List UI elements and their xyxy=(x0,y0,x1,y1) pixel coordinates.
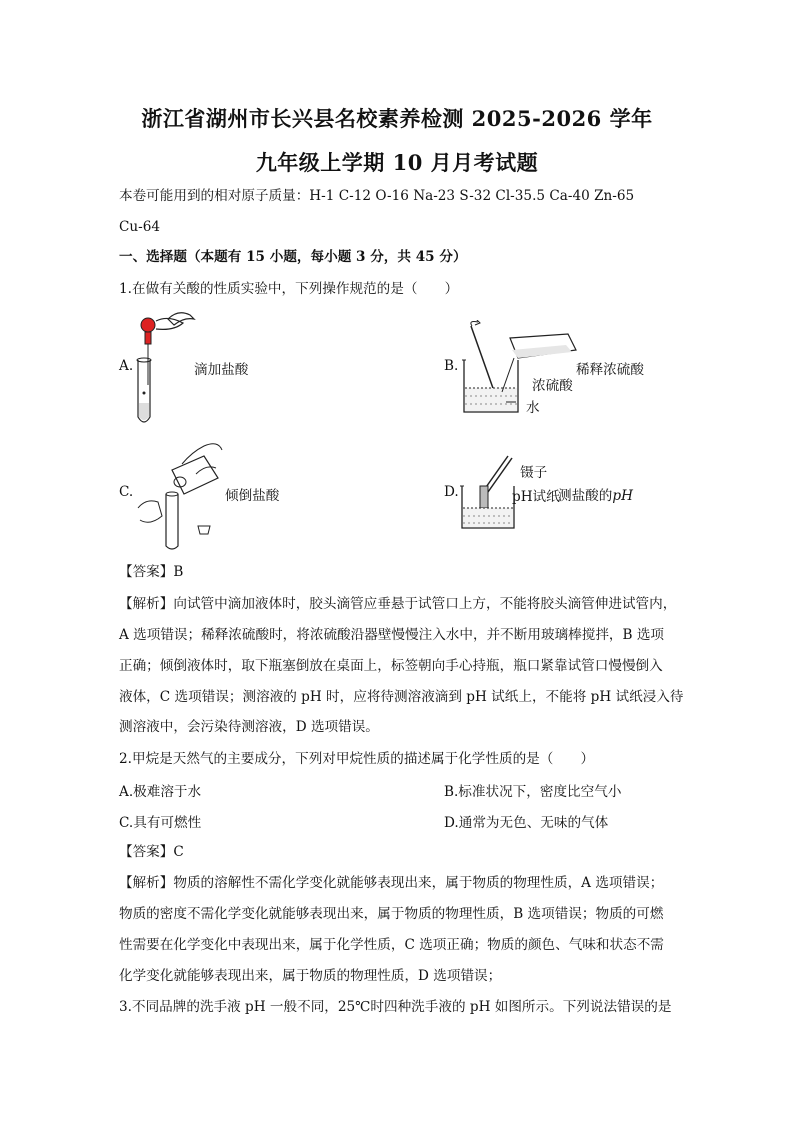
question-1-analysis-line: 测溶液中，会污染待测溶液，D 选项错误。 xyxy=(119,719,379,735)
question-2-analysis-line: 性需要在化学变化中表现出来，属于化学性质，C 选项正确；物质的颜色、气味和状态不需 xyxy=(119,937,664,953)
question-2-stem: 2.甲烷是天然气的主要成分，下列对甲烷性质的描述属于化学性质的是（ ） xyxy=(119,751,595,767)
q1-option-d-ph: pH xyxy=(612,488,633,504)
question-2-analysis-line: 【解析】物质的溶解性不需化学变化就能够表现出来，属于物质的物理性质，A 选项错误； xyxy=(119,875,664,891)
dilute-acid-beaker-figure xyxy=(458,320,588,418)
q1-option-d-letter: D. xyxy=(444,484,459,500)
pour-acid-figure xyxy=(132,434,232,552)
q1-option-b-letter: B. xyxy=(444,358,459,374)
q1-option-d-paper-label: pH试纸 xyxy=(512,489,560,505)
q1-option-c-label: 倾倒盐酸 xyxy=(225,488,280,504)
q1-option-a-label: 滴加盐酸 xyxy=(194,362,249,378)
document-title-line2: 九年级上学期 10 月月考试题 xyxy=(255,150,539,175)
atomic-masses-line2: Cu-64 xyxy=(119,219,161,235)
question-3-stem: 3.不同品牌的洗手液 pH 一般不同，25℃时四种洗手液的 pH 如图所示。下列说法错误的是 xyxy=(119,999,672,1015)
q1-option-b-acid-label: 浓硫酸 xyxy=(532,378,573,394)
q1-option-b-label: 稀释浓硫酸 xyxy=(576,362,644,378)
question-1-stem: 1.在做有关酸的性质实验中，下列操作规范的是（ ） xyxy=(119,281,459,297)
atomic-masses-line1: 本卷可能用到的相对原子质量：H-1 C-12 O-16 Na-23 S-32 Cl-35.5 Ca-40 Zn-65 xyxy=(119,188,635,204)
question-1-analysis-line: A 选项错误；稀释浓硫酸时，将浓硫酸沿器壁慢慢注入水中，并不断用玻璃棒搅拌，B 选项 xyxy=(119,627,665,643)
q2-option-a: A.极难溶于水 xyxy=(119,784,202,800)
question-2-answer: 【答案】C xyxy=(119,844,184,860)
question-1-analysis-line: 正确；倾倒液体时，取下瓶塞倒放在桌面上，标签朝向手心持瓶，瓶口紧靠试管口慢慢倒入 xyxy=(119,658,663,674)
document-title-line1: 浙江省湖州市长兴县名校素养检测 2025-2026 学年 xyxy=(141,106,653,131)
dropper-test-tube-figure xyxy=(128,305,198,427)
q1-option-b-water-label: 水 xyxy=(526,400,540,416)
question-1-answer: 【答案】B xyxy=(119,564,184,580)
question-1-analysis-line: 液体，C 选项错误；测溶液的 pH 时，应将待测溶液滴到 pH 试纸上，不能将 pH 试纸浸入待 xyxy=(119,689,684,705)
q1-option-c-letter: C. xyxy=(119,484,134,500)
q2-option-b: B.标准状况下，密度比空气小 xyxy=(444,784,622,800)
question-2-analysis-line: 化学变化就能够表现出来，属于物质的物理性质，D 选项错误； xyxy=(119,968,502,984)
q1-option-d-label: 测盐酸的pH xyxy=(558,488,633,504)
section-heading: 一、选择题（本题有 15 小题，每小题 3 分，共 45 分） xyxy=(119,249,467,265)
q2-option-c: C.具有可燃性 xyxy=(119,815,202,831)
question-1-analysis-line: 【解析】向试管中滴加液体时，胶头滴管应垂悬于试管口上方，不能将胶头滴管伸进试管内， xyxy=(119,596,677,612)
ph-test-beaker-figure xyxy=(458,452,520,532)
q1-option-a-letter: A. xyxy=(119,358,134,374)
question-2-analysis-line: 物质的密度不需化学变化就能够表现出来，属于物质的物理性质，B 选项错误；物质的可燃 xyxy=(119,906,664,922)
q2-option-d: D.通常为无色、无味的气体 xyxy=(444,815,609,831)
q1-option-d-tweezers-label: 镊子 xyxy=(520,465,548,481)
